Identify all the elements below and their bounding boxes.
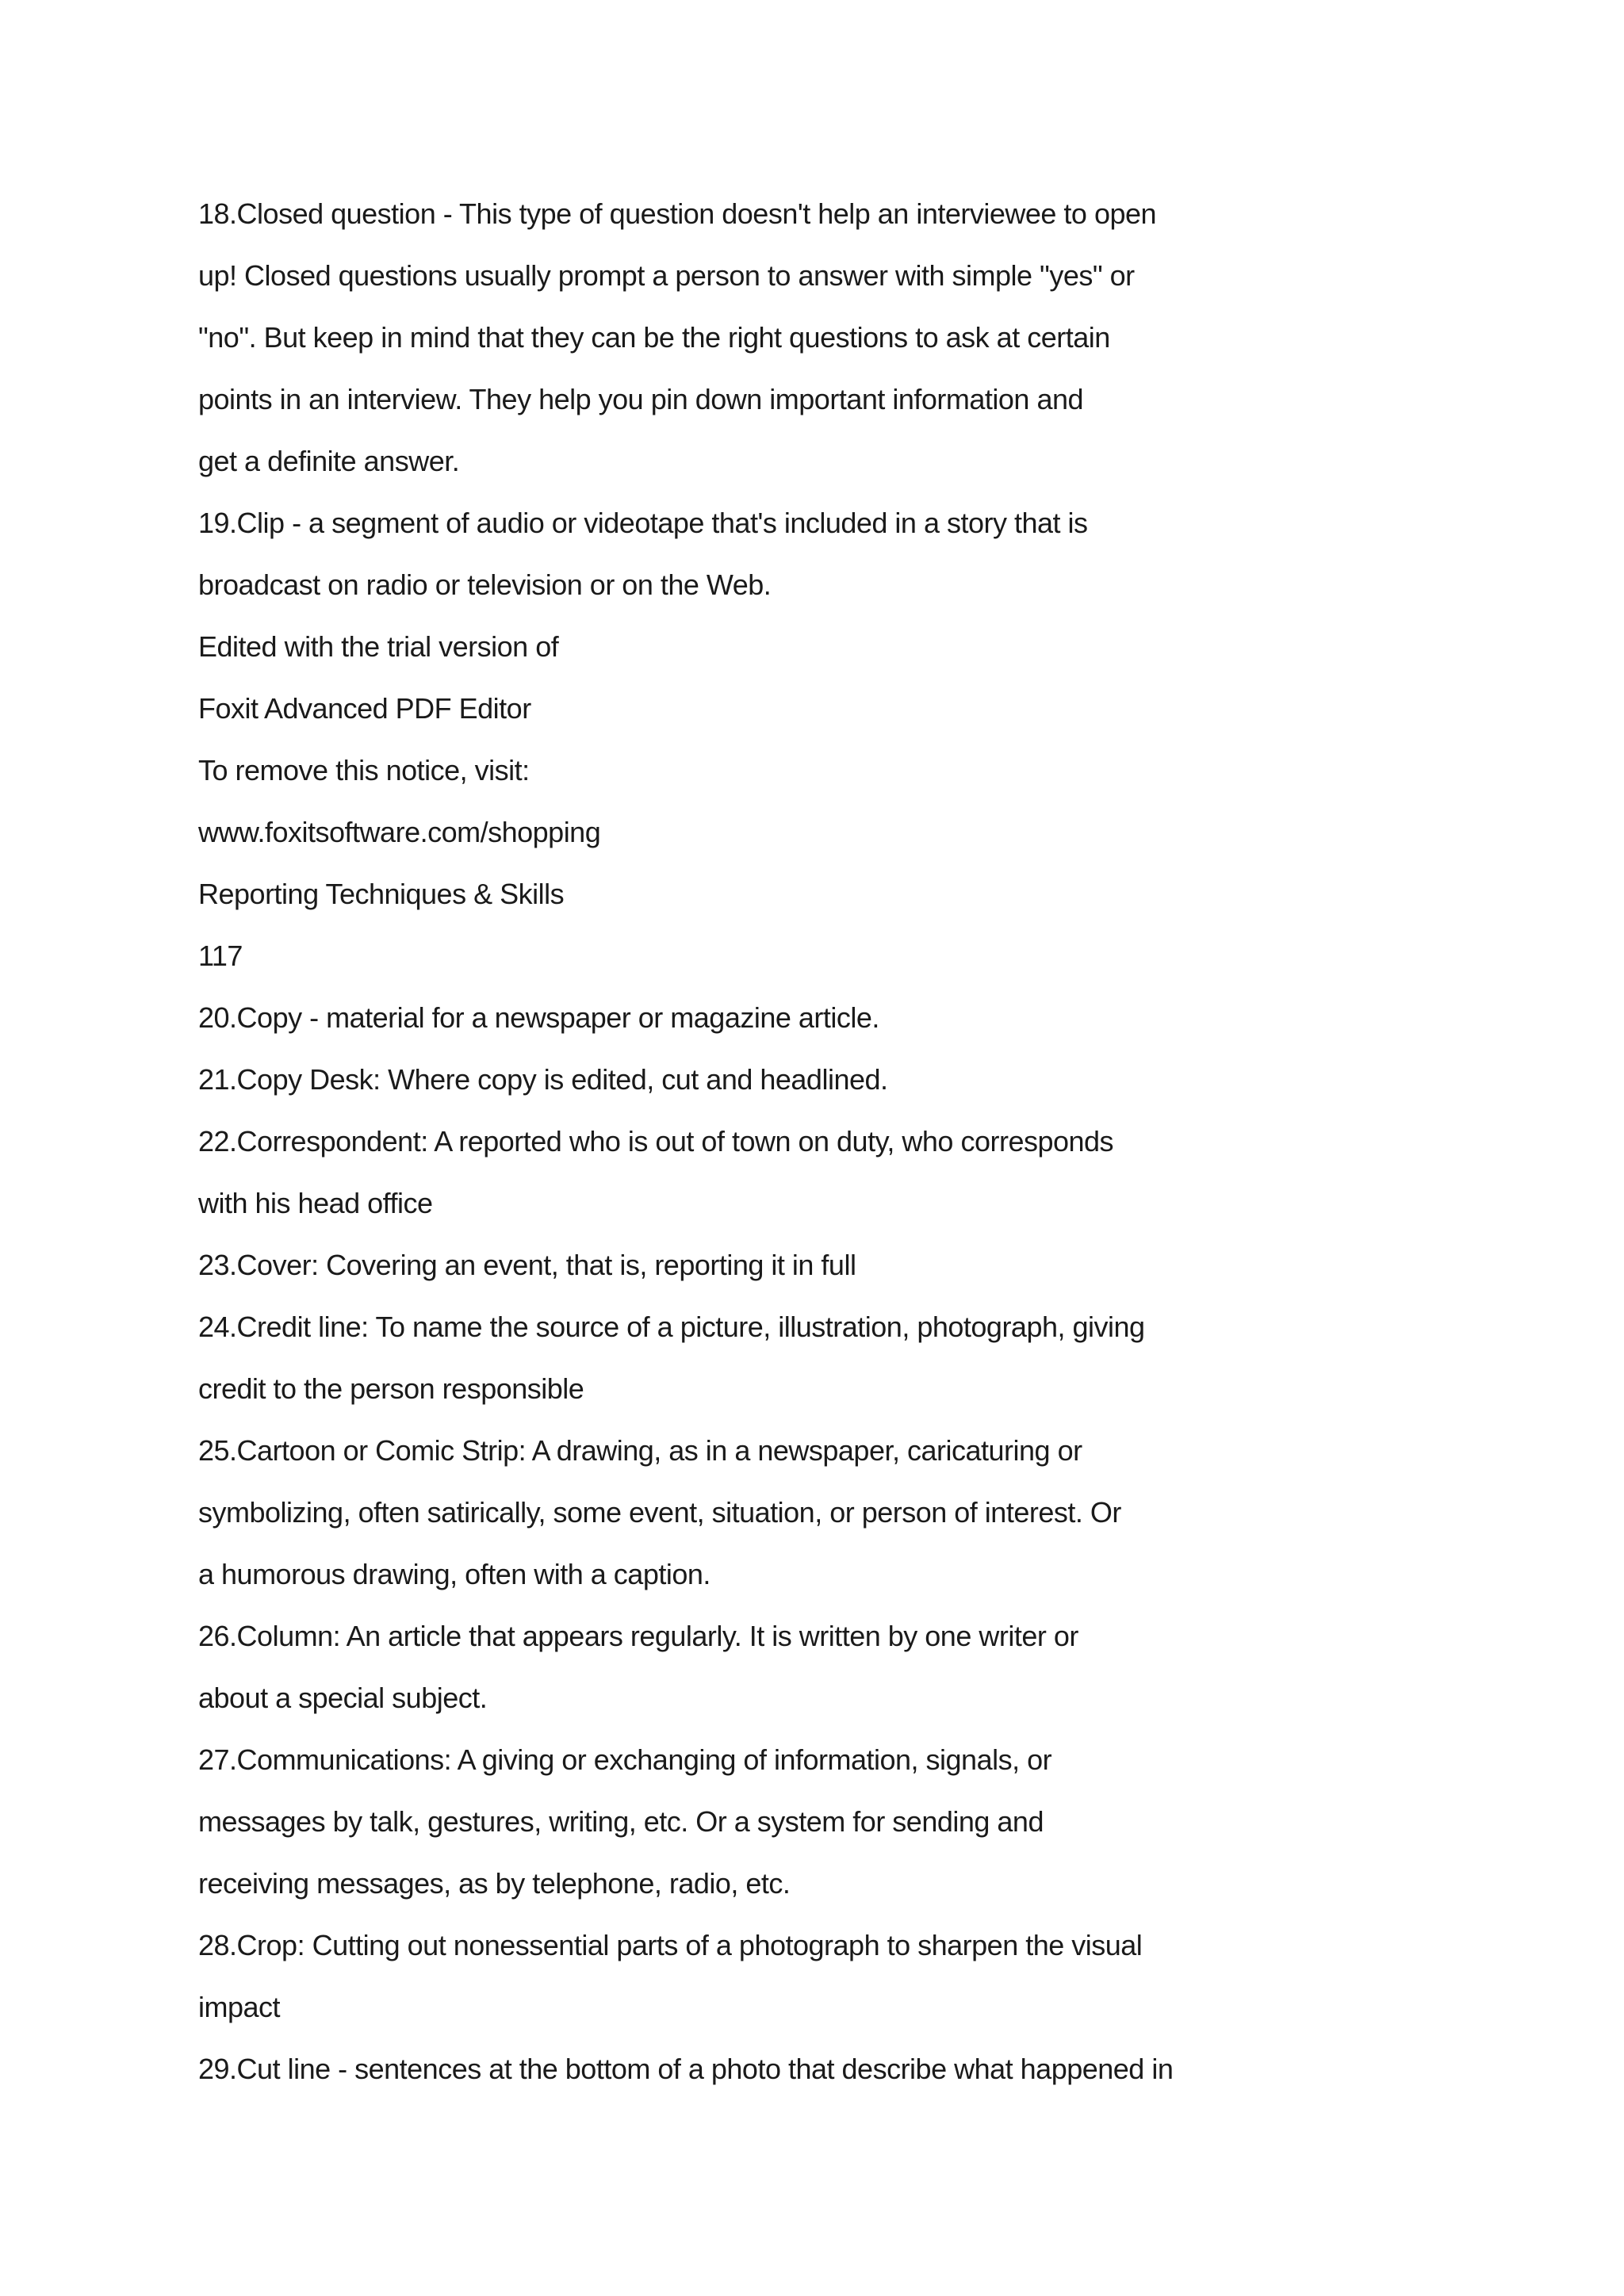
document-body bbox=[198, 190, 1435, 2107]
trial-notice-line: Foxit Advanced PDF Editor bbox=[198, 692, 531, 725]
text-line: 27.Communications: A giving or exchanging of information, signals, or bbox=[198, 1743, 1052, 1776]
text-line: broadcast on radio or television or on the Web. bbox=[198, 568, 772, 601]
text-line: 22.Correspondent: A reported who is out of town on duty, who corresponds bbox=[198, 1125, 1114, 1158]
running-header: Reporting Techniques & Skills bbox=[198, 878, 565, 910]
text-line: impact bbox=[198, 1991, 281, 2023]
page-number: 117 bbox=[198, 939, 243, 972]
text-line: 19.Clip - a segment of audio or videotape that's included in a story that is bbox=[198, 507, 1088, 539]
text-line: "no". But keep in mind that they can be the right questions to ask at certain bbox=[198, 321, 1110, 354]
text-line: 29.Cut line - sentences at the bottom of a photo that describe what happened in bbox=[198, 2053, 1174, 2085]
text-line: receiving messages, as by telephone, radio, etc. bbox=[198, 1867, 791, 1900]
text-line: 25.Cartoon or Comic Strip: A drawing, as in a newspaper, caricaturing or bbox=[198, 1434, 1082, 1467]
text-line: about a special subject. bbox=[198, 1682, 488, 1714]
text-line: symbolizing, often satirically, some event, situation, or person of interest. Or bbox=[198, 1496, 1121, 1529]
trial-notice-line: Edited with the trial version of bbox=[198, 630, 559, 663]
text-line: a humorous drawing, often with a caption. bbox=[198, 1558, 710, 1590]
text-line: 23.Cover: Covering an event, that is, reporting it in full bbox=[198, 1249, 856, 1281]
text-line: 24.Credit line: To name the source of a picture, illustration, photograph, giving bbox=[198, 1311, 1145, 1343]
trial-notice-url: www.foxitsoftware.com/shopping bbox=[198, 816, 601, 848]
text-line: points in an interview. They help you pin down important information and bbox=[198, 383, 1084, 415]
text-line: messages by talk, gestures, writing, etc. Or a system for sending and bbox=[198, 1805, 1044, 1838]
text-line: credit to the person responsible bbox=[198, 1372, 584, 1405]
text-line: up! Closed questions usually prompt a person to answer with simple "yes" or bbox=[198, 259, 1135, 292]
trial-notice-line: To remove this notice, visit: bbox=[198, 754, 530, 786]
text-line: 20.Copy - material for a newspaper or magazine article. bbox=[198, 1001, 879, 1034]
text-line: with his head office bbox=[198, 1187, 433, 1219]
text-line: 28.Crop: Cutting out nonessential parts of a photograph to sharpen the visual bbox=[198, 1929, 1143, 1961]
text-line: 26.Column: An article that appears regularly. It is written by one writer or bbox=[198, 1620, 1078, 1652]
text-line: get a definite answer. bbox=[198, 445, 460, 477]
text-line: 21.Copy Desk: Where copy is edited, cut and headlined. bbox=[198, 1063, 888, 1096]
text-line: 18.Closed question - This type of question doesn't help an interviewee to open bbox=[198, 197, 1157, 230]
